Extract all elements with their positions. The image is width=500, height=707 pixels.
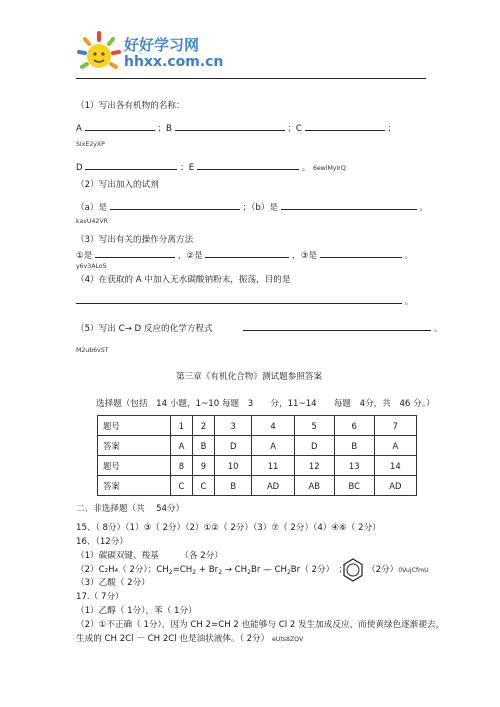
table-cell: 3	[214, 416, 251, 436]
table-cell: A	[374, 436, 416, 456]
table-row	[98, 416, 417, 436]
q5-code: M2ub6vST	[76, 347, 109, 354]
answer-15: 15、（ 8分）（1）③（ 2分）（2）①②（ 2分）（3）⑦（ 2分）（4）④⑥（ 2分）	[76, 523, 381, 533]
table-cell: D	[214, 436, 251, 456]
answer-17-3: 生成的 CH 2Cl － CH 2Cl 也是油状液体。（ 2分） eUts8ZQV	[76, 634, 304, 644]
section2-title: 二、非选择题（共 54分）	[76, 504, 185, 514]
q1-title: （1）写出各有机物的名称：	[76, 101, 185, 111]
table-row-header: 答案	[98, 436, 171, 456]
table-cell: AD	[252, 476, 294, 496]
q3-code: y6v3ALoS	[76, 263, 107, 270]
table-cell: 4	[252, 416, 294, 436]
table-cell: 14	[374, 456, 416, 476]
table-cell: AD	[374, 476, 416, 496]
table-row-header: 题号	[98, 456, 171, 476]
q4-title: （4）在获取的 A 中加入无水碳酸钠粉末，振荡，目的是	[76, 275, 291, 285]
answer-16-2: （2）C₂H₄（ 2分）；$CH_2=CH_2 + Br_2 \to CH_2Br$ — $CH_2Br$（ 2分） ；	[76, 565, 348, 576]
answer-17-1: （1）乙醇（ 1分），苯（ 1分）	[76, 606, 197, 616]
label-c: ；C	[287, 124, 302, 134]
q3-title: （3）写出有关的操作分离方法	[76, 235, 194, 245]
answer-16-title: 16、（12分）	[76, 537, 128, 547]
table-cell: BC	[334, 476, 374, 496]
label-a: A	[76, 124, 82, 134]
benzene-ring-icon	[342, 558, 364, 582]
site-url: hhxx.com.cn	[124, 54, 224, 70]
blank-3-2[interactable]	[205, 248, 289, 258]
answer-table	[97, 415, 417, 496]
table-cell: B	[334, 436, 374, 456]
blank-3-1[interactable]	[95, 248, 175, 258]
answer-17-2: （2）①不正确（ 1分），因为 CH 2=CH 2 也能够与 Cl 2 发生加成反应，而使黄绿色逐渐褪去，	[76, 620, 445, 630]
select-intro: 选择题（包括 14 小题，1~10 每题 3 分，11~14 每题 4分，共 46 分。）	[96, 399, 435, 409]
table-row	[98, 456, 417, 476]
blank-2b[interactable]	[281, 200, 417, 210]
table-row-header: 题号	[98, 416, 171, 436]
label-b: ；B	[157, 124, 172, 134]
blank-d[interactable]	[85, 160, 177, 170]
table-cell: 2	[192, 416, 214, 436]
answer-title: 第三章《有机化合物》测试题参照答案	[176, 372, 323, 382]
blank-3-3[interactable]	[320, 248, 402, 258]
table-cell: 10	[214, 456, 251, 476]
table-cell: C	[170, 476, 192, 496]
q2-title: （2）写出加入的试剂	[76, 180, 159, 190]
table-cell: B	[214, 476, 251, 496]
q1-line-abc: A ；B ；C ；	[76, 121, 396, 135]
q3-line: ①是 ，②是 ，③是 。	[76, 248, 413, 262]
sun-logo-icon	[76, 30, 122, 76]
site-name: 好好学习网	[124, 36, 200, 54]
answer-16-3: （3）乙酸（ 2分）	[76, 578, 150, 588]
blank-b[interactable]	[175, 121, 285, 131]
table-cell: 12	[294, 456, 334, 476]
header-rule	[76, 78, 426, 79]
q1b-code: 6ewlMyIrQ	[312, 165, 346, 172]
table-row-header: 答案	[98, 476, 171, 496]
table-cell: 11	[252, 456, 294, 476]
table-cell: A	[170, 436, 192, 456]
table-cell: 6	[334, 416, 374, 436]
table-cell: D	[294, 436, 334, 456]
q2-code: kavU42VR	[76, 218, 108, 225]
label-d: D	[76, 163, 83, 173]
table-cell: C	[192, 476, 214, 496]
table-cell: B	[192, 436, 214, 456]
table-cell: 7	[374, 416, 416, 436]
answer-16-1: （1）碳碳双键、羧基 （各 2分）	[76, 551, 223, 561]
table-cell: A	[252, 436, 294, 456]
q4-line: 。	[76, 294, 413, 308]
blank-a[interactable]	[85, 121, 155, 131]
blank-c[interactable]	[305, 121, 385, 131]
blank-4[interactable]	[76, 294, 402, 304]
table-cell: 9	[192, 456, 214, 476]
table-row	[98, 476, 417, 496]
table-cell: 5	[294, 416, 334, 436]
q1-line-de: D ；E 。 6ewlMyIrQ	[76, 160, 346, 174]
table-cell: 1	[170, 416, 192, 436]
site-logo[interactable]	[76, 30, 236, 80]
q2-line: （a）是 ；（b）是 。	[76, 200, 428, 214]
blank-2a[interactable]	[110, 200, 240, 210]
table-cell: 8	[170, 456, 192, 476]
q5-line: （5）写出 C→ D 反应的化学方程式 。	[76, 321, 443, 335]
table-row	[98, 436, 417, 456]
blank-5[interactable]	[243, 321, 431, 331]
answer-16-2-tail: （2分）0VujCfmU	[367, 565, 429, 575]
answer-17-title: 17.（ 7分）	[76, 592, 124, 602]
q1-code: SIxE2yXP	[76, 141, 105, 148]
table-cell: AB	[294, 476, 334, 496]
label-e: ；E	[180, 163, 195, 173]
blank-e[interactable]	[197, 160, 299, 170]
table-cell: 13	[334, 456, 374, 476]
